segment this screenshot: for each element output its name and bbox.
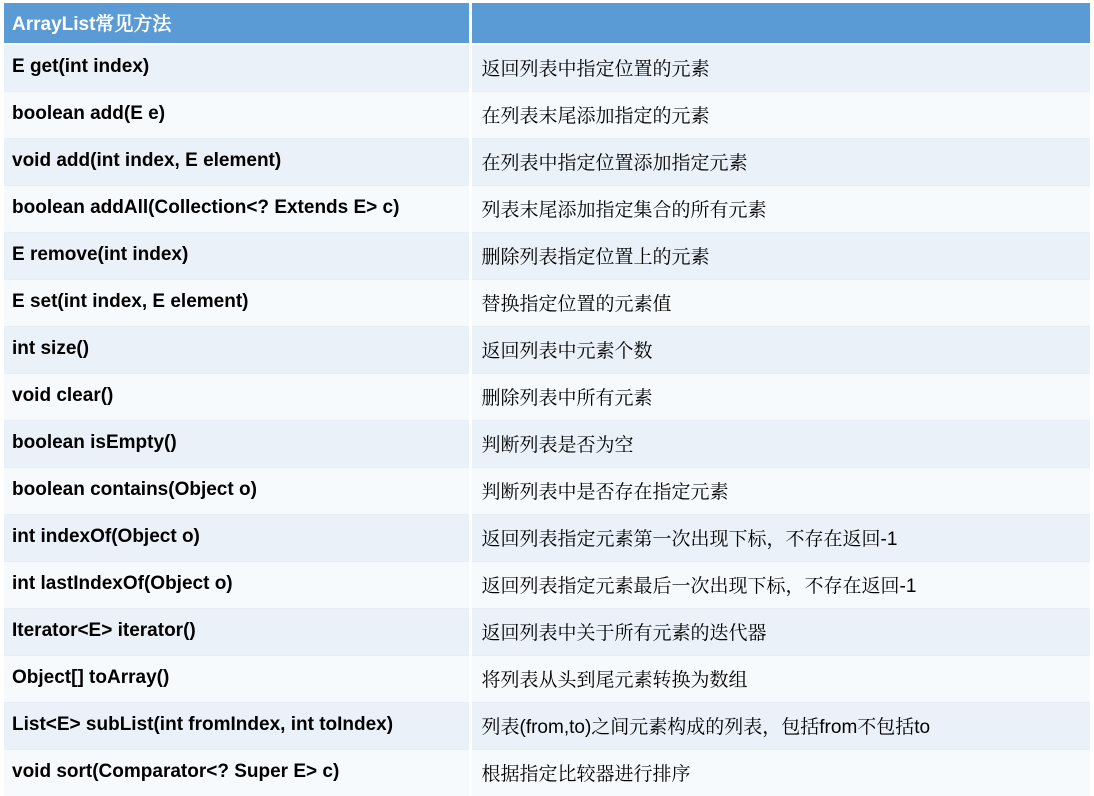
table-row xyxy=(4,609,1090,656)
table-row xyxy=(4,421,1090,468)
table-row xyxy=(4,562,1090,609)
method-description: 返回列表中元素个数 xyxy=(470,327,1090,374)
column-header-signature: ArrayList常见方法 xyxy=(4,3,470,44)
table-row xyxy=(4,327,1090,374)
method-description: 返回列表指定元素最后一次出现下标，不存在返回-1 xyxy=(470,562,1090,609)
method-description: 删除列表中所有元素 xyxy=(470,374,1090,421)
method-description: 在列表中指定位置添加指定元素 xyxy=(470,139,1090,186)
table-row xyxy=(4,44,1090,92)
method-description: 返回列表指定元素第一次出现下标，不存在返回-1 xyxy=(470,515,1090,562)
table-row xyxy=(4,92,1090,139)
method-description: 在列表末尾添加指定的元素 xyxy=(470,92,1090,139)
method-description: 判断列表中是否存在指定元素 xyxy=(470,468,1090,515)
method-description: 返回列表中指定位置的元素 xyxy=(470,44,1090,92)
method-description: 替换指定位置的元素值 xyxy=(470,280,1090,327)
method-signature: Iterator<E> iterator() xyxy=(4,609,470,656)
table-header-row xyxy=(4,3,1090,44)
method-signature: boolean isEmpty() xyxy=(4,421,470,468)
method-signature: int indexOf(Object o) xyxy=(4,515,470,562)
method-description: 返回列表中关于所有元素的迭代器 xyxy=(470,609,1090,656)
table-row xyxy=(4,374,1090,421)
method-description: 列表(from,to)之间元素构成的列表，包括from不包括to xyxy=(470,703,1090,750)
table-row xyxy=(4,515,1090,562)
table-row xyxy=(4,468,1090,515)
method-signature: int size() xyxy=(4,327,470,374)
method-signature: E set(int index, E element) xyxy=(4,280,470,327)
table-row xyxy=(4,280,1090,327)
method-signature: boolean contains(Object o) xyxy=(4,468,470,515)
method-description: 根据指定比较器进行排序 xyxy=(470,750,1090,796)
column-header-description xyxy=(470,3,1090,44)
table-row xyxy=(4,139,1090,186)
method-description: 判断列表是否为空 xyxy=(470,421,1090,468)
table-row xyxy=(4,186,1090,233)
method-signature: int lastIndexOf(Object o) xyxy=(4,562,470,609)
table-row xyxy=(4,233,1090,280)
method-signature: void add(int index, E element) xyxy=(4,139,470,186)
table-body xyxy=(4,3,1090,796)
arraylist-methods-table xyxy=(4,3,1090,796)
method-signature: Object[] toArray() xyxy=(4,656,470,703)
method-signature: void sort(Comparator<? Super E> c) xyxy=(4,750,470,796)
method-description: 列表末尾添加指定集合的所有元素 xyxy=(470,186,1090,233)
method-signature: boolean add(E e) xyxy=(4,92,470,139)
method-signature: void clear() xyxy=(4,374,470,421)
method-signature: E get(int index) xyxy=(4,44,470,92)
table-row xyxy=(4,750,1090,796)
method-description: 删除列表指定位置上的元素 xyxy=(470,233,1090,280)
method-description: 将列表从头到尾元素转换为数组 xyxy=(470,656,1090,703)
table-row xyxy=(4,703,1090,750)
table-row xyxy=(4,656,1090,703)
method-signature: E remove(int index) xyxy=(4,233,470,280)
method-signature: boolean addAll(Collection<? Extends E> c) xyxy=(4,186,470,233)
method-signature: List<E> subList(int fromIndex, int toIndex) xyxy=(4,703,470,750)
